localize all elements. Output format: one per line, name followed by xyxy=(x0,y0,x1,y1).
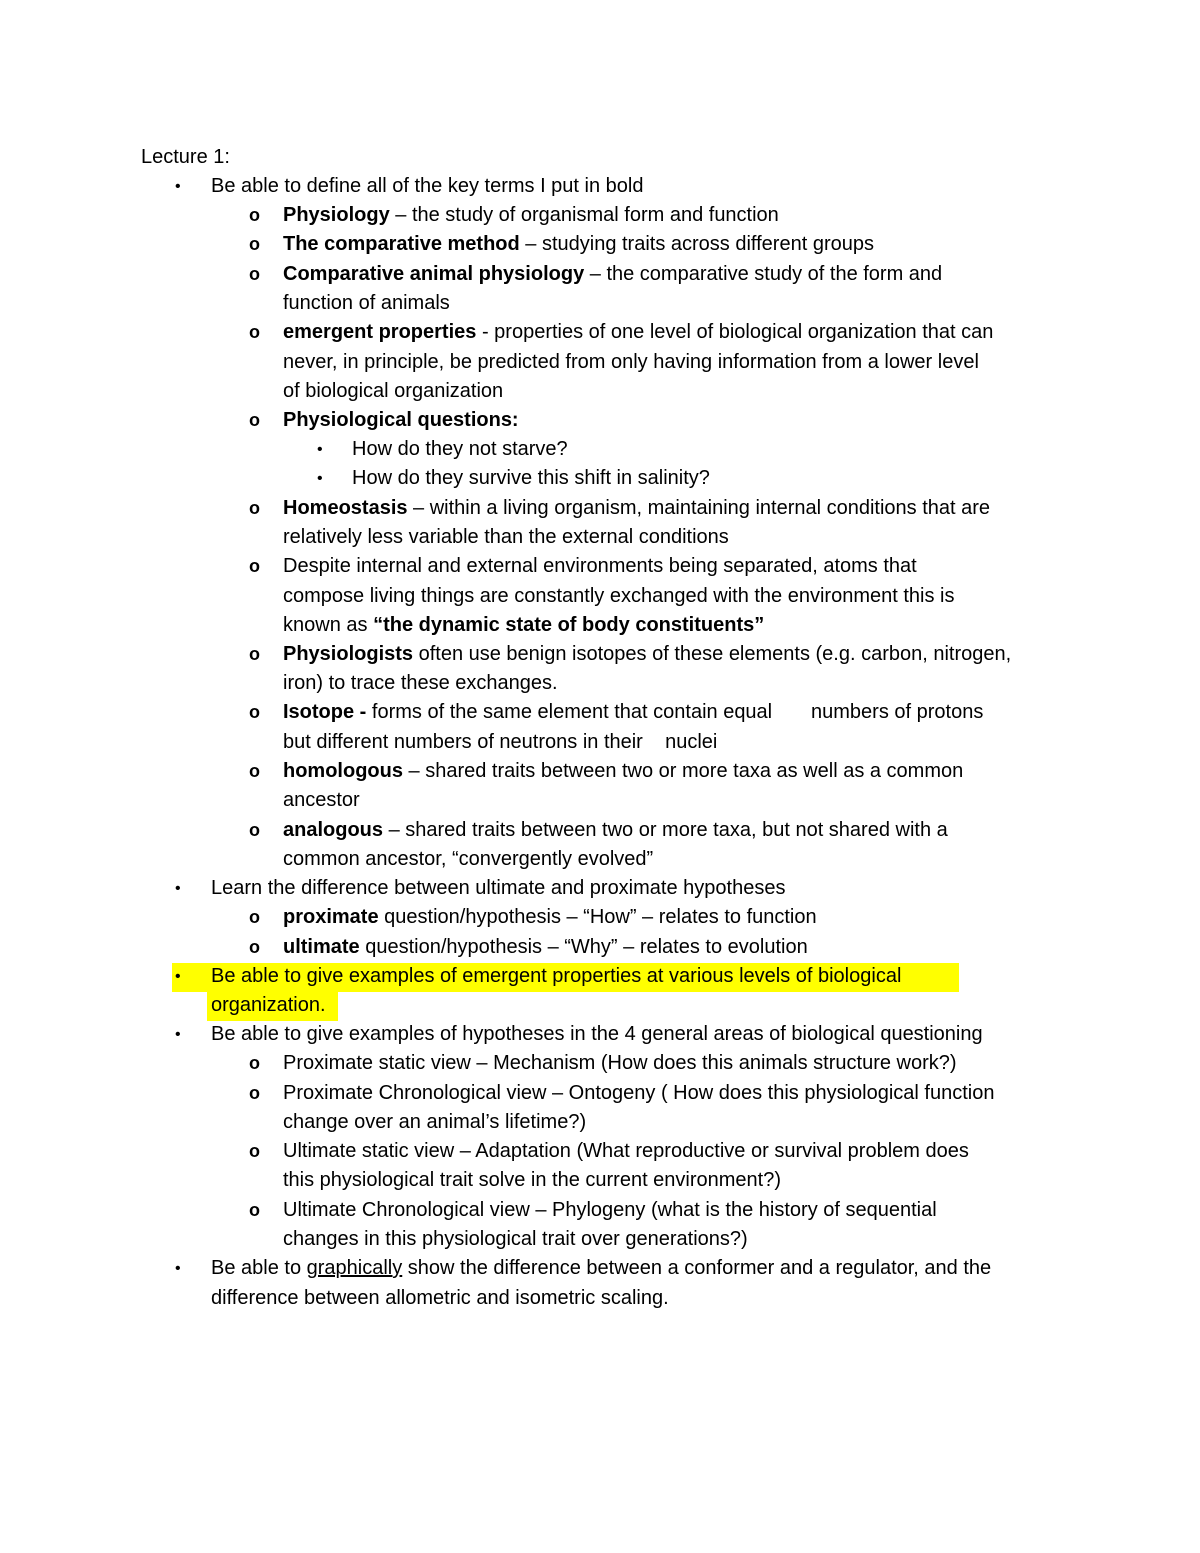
term-definition: – the comparative study of the form and xyxy=(584,263,943,285)
bullet-circle: o xyxy=(249,498,260,518)
text-span: Be able to xyxy=(211,1257,307,1279)
question-salinity: How do they survive this shift in salinity? xyxy=(352,467,710,489)
bullet-dot: • xyxy=(175,968,181,985)
term-definition-cont: function of animals xyxy=(283,292,450,314)
bullet-circle: o xyxy=(249,1083,260,1103)
bullet-dot: • xyxy=(317,470,323,487)
term-analogous xyxy=(283,816,948,846)
term-homologous xyxy=(283,757,963,787)
term-definition: – the study of organismal form and function xyxy=(389,204,779,226)
bullet-dot: • xyxy=(175,1260,181,1277)
term-physiologists xyxy=(283,640,1011,670)
note-dynamic-state-cont: compose living things are constantly exchanged with the environment this is xyxy=(283,585,955,607)
item-emergent-examples: Be able to give examples of emergent properties at various levels of biological xyxy=(211,965,902,987)
term-physiology xyxy=(283,201,779,231)
note-dynamic-state: Despite internal and external environments being separated, atoms that xyxy=(283,555,917,577)
term-definition-cont: iron) to trace these exchanges. xyxy=(283,672,558,694)
term-label: emergent properties xyxy=(283,321,477,343)
view-ultimate-chronological: Ultimate Chronological view – Phylogeny (what is the history of sequential xyxy=(283,1199,937,1221)
term-comparative-animal-physiology xyxy=(283,260,942,290)
bullet-circle: o xyxy=(249,234,260,254)
term-definition: – shared traits between two or more taxa as well as a common xyxy=(402,760,964,782)
bullet-circle: o xyxy=(249,907,260,927)
bullet-circle: o xyxy=(249,820,260,840)
view-proximate-chronological: Proximate Chronological view – Ontogeny ( How does this physiological function xyxy=(283,1082,995,1104)
term-comparative-method xyxy=(283,230,874,260)
term-label: The comparative method xyxy=(283,233,520,255)
term-definition-cont: of biological organization xyxy=(283,380,504,402)
question-starve: How do they not starve? xyxy=(352,438,568,460)
bullet-circle: o xyxy=(249,1200,260,1220)
lecture-title: Lecture 1: xyxy=(141,146,230,168)
item-ultimate-proximate: Learn the difference between ultimate and proximate hypotheses xyxy=(211,877,786,899)
term-definition-cont: ancestor xyxy=(283,789,360,811)
bullet-dot: • xyxy=(175,880,181,897)
term-label: Homeostasis xyxy=(283,497,408,519)
term-ultimate xyxy=(283,933,808,963)
term-definition: forms of the same element that contain equal numbers of protons xyxy=(366,701,984,723)
view-proximate-static: Proximate static view – Mechanism (How does this animals structure work?) xyxy=(283,1052,957,1074)
view-ultimate-static-cont: this physiological trait solve in the current environment?) xyxy=(283,1169,782,1191)
bullet-dot: • xyxy=(175,1026,181,1043)
bullet-circle: o xyxy=(249,556,260,576)
view-ultimate-chronological-cont: changes in this physiological trait over generations?) xyxy=(283,1228,748,1250)
term-label: Isotope - xyxy=(283,701,367,723)
term-definition: – within a living organism, maintaining internal conditions that are xyxy=(407,497,991,519)
term-definition: question/hypothesis – “How” – relates to function xyxy=(378,906,817,928)
term-definition: – shared traits between two or more taxa, but not shared with a xyxy=(383,819,948,841)
term-label: homologous xyxy=(283,760,403,782)
term-definition: - properties of one level of biological organization that can xyxy=(476,321,994,343)
bullet-circle: o xyxy=(249,205,260,225)
term-isotope xyxy=(283,698,983,728)
view-ultimate-static: Ultimate static view – Adaptation (What reproductive or survival problem does xyxy=(283,1140,969,1162)
term-dynamic-state: “the dynamic state of body constituents” xyxy=(373,614,765,636)
text-span: known as xyxy=(283,614,374,636)
term-label: Physiology xyxy=(283,204,390,226)
view-proximate-chronological-cont: change over an animal’s lifetime?) xyxy=(283,1111,587,1133)
physiological-questions-heading: Physiological questions: xyxy=(283,409,519,431)
bullet-circle: o xyxy=(249,937,260,957)
underlined-word: graphically xyxy=(306,1257,403,1279)
term-label: Physiologists xyxy=(283,643,414,665)
term-definition: – studying traits across different groups xyxy=(519,233,874,255)
term-label: Comparative animal physiology xyxy=(283,263,585,285)
term-label: proximate xyxy=(283,906,379,928)
item-emergent-examples-cont: organization. xyxy=(211,994,326,1016)
note-dynamic-state-cont xyxy=(283,611,764,641)
term-emergent-properties xyxy=(283,318,993,348)
text-span: show the difference between a conformer and a regulator, and the xyxy=(402,1257,992,1279)
term-proximate xyxy=(283,903,817,933)
item-hypotheses-areas: Be able to give examples of hypotheses in the 4 general areas of biological questioning xyxy=(211,1023,983,1045)
item-graphically xyxy=(211,1254,991,1284)
bullet-circle: o xyxy=(249,410,260,430)
term-homeostasis xyxy=(283,494,990,524)
bullet-dot: • xyxy=(175,178,181,195)
term-label: analogous xyxy=(283,819,384,841)
bullet-circle: o xyxy=(249,761,260,781)
term-definition-cont: but different numbers of neutrons in their nuclei xyxy=(283,731,718,753)
term-definition-cont: relatively less variable than the external conditions xyxy=(283,526,729,548)
item-define-key-terms: Be able to define all of the key terms I put in bold xyxy=(211,175,644,197)
item-graphically-cont: difference between allometric and isometric scaling. xyxy=(211,1287,669,1309)
bullet-circle: o xyxy=(249,322,260,342)
bullet-circle: o xyxy=(249,644,260,664)
bullet-dot: • xyxy=(317,441,323,458)
term-definition: often use benign isotopes of these elements (e.g. carbon, nitrogen, xyxy=(413,643,1012,665)
term-definition-cont: never, in principle, be predicted from only having information from a lower level xyxy=(283,351,979,373)
term-definition-cont: common ancestor, “convergently evolved” xyxy=(283,848,654,870)
bullet-circle: o xyxy=(249,1053,260,1073)
bullet-circle: o xyxy=(249,264,260,284)
bullet-circle: o xyxy=(249,702,260,722)
term-definition: question/hypothesis – “Why” – relates to evolution xyxy=(359,936,808,958)
term-label: ultimate xyxy=(283,936,360,958)
bullet-circle: o xyxy=(249,1141,260,1161)
